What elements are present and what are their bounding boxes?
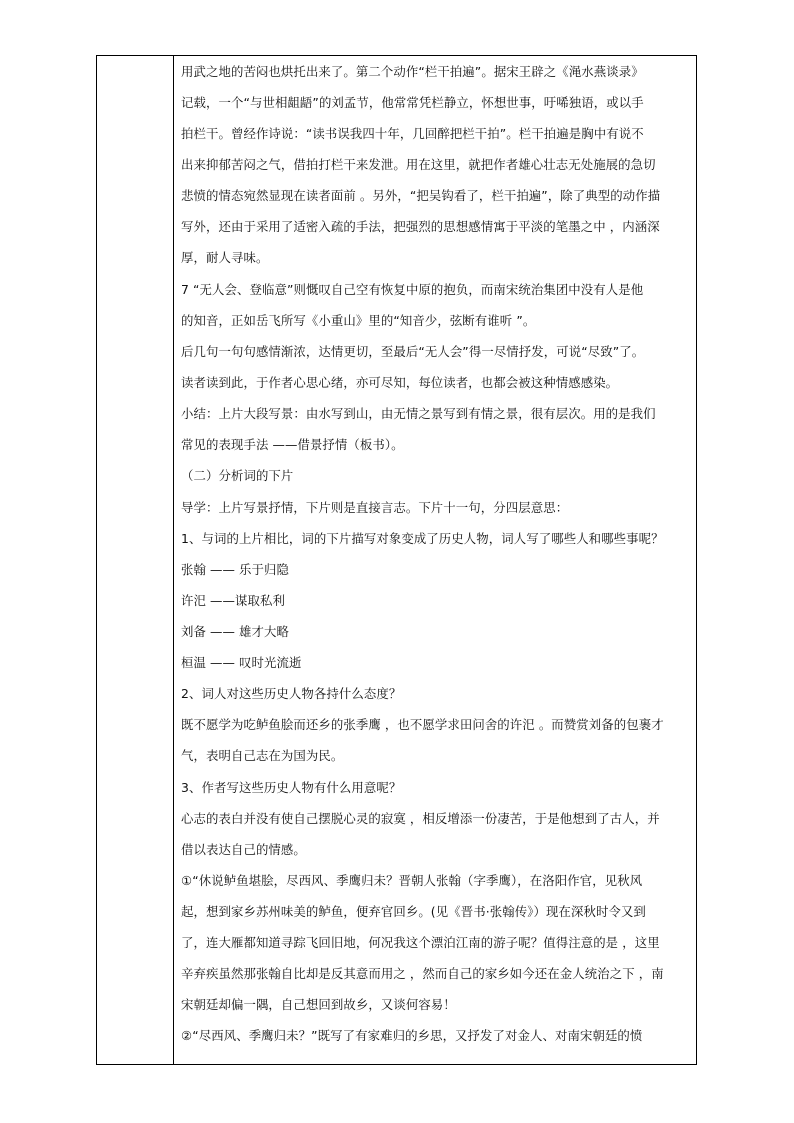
text-line: 许汜 ——谋取私利 (181, 593, 285, 608)
lesson-table (96, 55, 697, 1065)
column-divider (173, 56, 174, 1064)
text-line: 常见的表现手法 ——借景抒情（板书）。 (181, 437, 404, 452)
text-line: 用武之地的苦闷也烘托出来了。第二个动作“栏干拍遍”。据宋王辟之《渑水燕谈录》 (181, 64, 644, 79)
text-line: 小结：上片大段写景：由水写到山，由无情之景写到有情之景，很有层次。用的是我们 (181, 406, 656, 421)
text-line: 1、与词的上片相比，词的下片描写对象变成了历史人物，词人写了哪些人和哪些事呢？ (181, 531, 664, 546)
text-line: 既不愿学为吃鲈鱼脍而还乡的张季鹰 ，也不愿学求田问舍的许汜 。而赞赏刘备的包裹才 (181, 717, 664, 732)
text-line: 厚，耐人寻味。 (181, 250, 269, 265)
text-line: 心志的表白并没有使自己摆脱心灵的寂寞 ，相反增添一份凄苦，于是他想到了古人，并 (181, 811, 660, 826)
text-line: 2、词人对这些历史人物各持什么态度？ (181, 686, 402, 701)
text-line: 读者读到此，于作者心思心绪，亦可尽知，每位读者，也都会被这种情感感染。 (181, 375, 619, 390)
text-line: 桓温 —— 叹时光流逝 (181, 655, 302, 670)
text-line: 辛弃疾虽然那张翰自比却是反其意而用之 ，然而自己的家乡如今还在金人统治之下 ，南 (181, 966, 664, 981)
text-line: 气，表明自己志在为国为民。 (181, 748, 344, 763)
text-line: 宋朝廷却偏一隅，自己想回到故乡，又谈何容易！ (181, 997, 456, 1012)
text-line: 起，想到家乡苏州味美的鲈鱼，便弃官回乡。(见《晋书·张翰传》）现在深秋时令又到 (181, 904, 646, 919)
text-line: 导学：上片写景抒情，下片则是直接言志。下片十一句，分四层意思： (181, 500, 569, 515)
text-line: 张翰 —— 乐于归隐 (181, 562, 290, 577)
text-line: 了，连大雁都知道寻踪飞回旧地，何况我这个漂泊江南的游子呢？值得注意的是 ，这里 (181, 935, 660, 950)
text-line: 7 “无人会、登临意”则慨叹自己空有恢复中原的抱负，而南宋统治集团中没有人是他 (181, 282, 644, 297)
text-line: （二）分析词的下片 (181, 468, 294, 483)
text-line: 3、作者写这些历史人物有什么用意呢？ (181, 780, 402, 795)
text-line: 悲愤的情态宛然显现在读者面前 。另外，“把吴钩看了，栏干拍遍”，除了典型的动作描 (181, 188, 661, 203)
text-line: 后几句一句句感情渐浓，达情更切，至最后“无人会”得一尽情抒发，可说“尽致”了。 (181, 344, 645, 359)
text-line: 记载，一个“与世相龃龉”的刘孟节，他常常凭栏静立，怀想世事，吁唏独语，或以手 (181, 95, 644, 110)
text-line: 的知音，正如岳飞所写《小重山》里的“知音少，弦断有谁听 ”。 (181, 313, 536, 328)
text-line: ①“休说鲈鱼堪脍，尽西风、季鹰归未？晋朝人张翰（字季鹰），在洛阳作官，见秋风 (181, 873, 643, 888)
text-line: 出来抑郁苦闷之气，借拍打栏干来发泄。用在这里，就把作者雄心壮志无处施展的急切 (181, 157, 656, 172)
text-line: 借以表达自己的情感。 (181, 842, 306, 857)
text-line: 写外，还由于采用了适密入疏的手法，把强烈的思想感情寓于平淡的笔墨之中 ，内涵深 (181, 219, 660, 234)
text-line: ②“尽西风、季鹰归未？”既写了有家难归的乡思，又抒发了对金人、对南宋朝廷的愤 (181, 1028, 643, 1043)
text-line: 刘备 —— 雄才大略 (181, 624, 290, 639)
text-line: 拍栏干。曾经作诗说：“读书误我四十年，几回醉把栏干拍”。栏干拍遍是胸中有说不 (181, 126, 644, 141)
